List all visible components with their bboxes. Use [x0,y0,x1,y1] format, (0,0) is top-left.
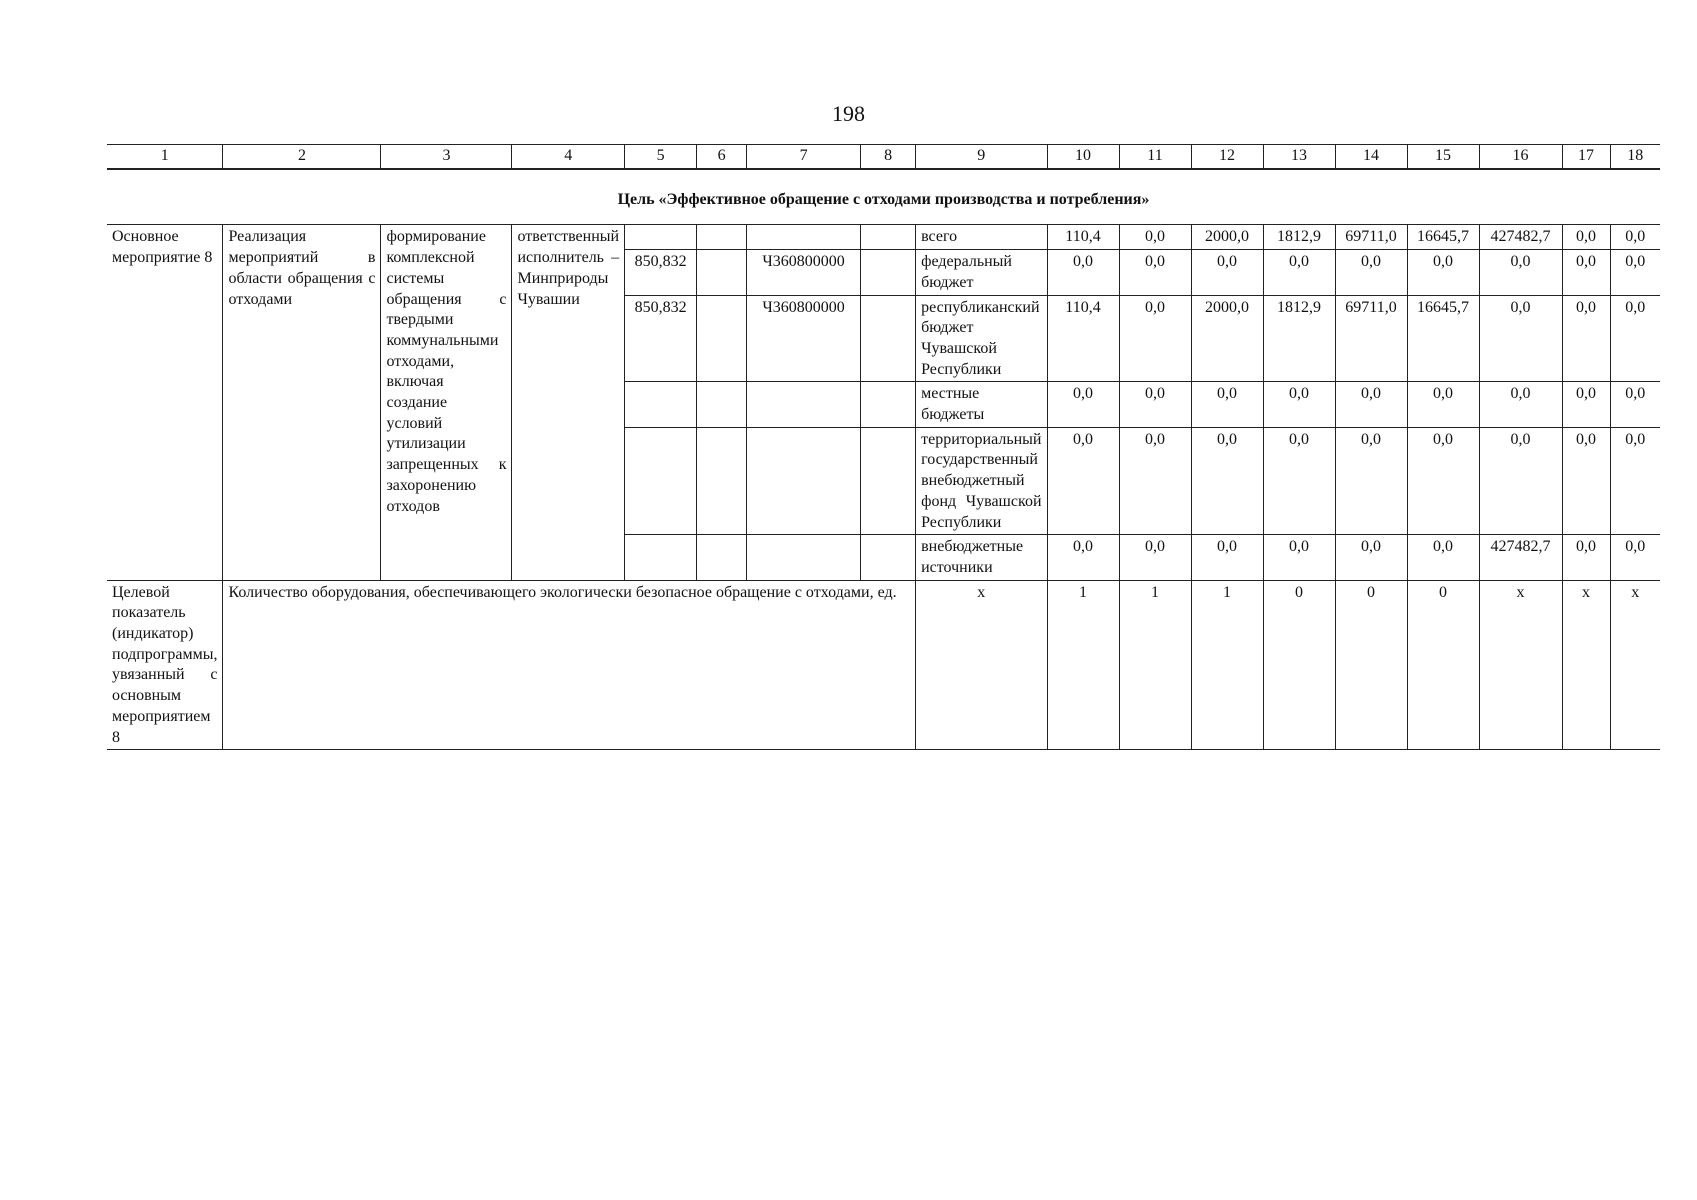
budget-code [625,382,697,427]
target-article-code: Ч360800000 [747,295,861,382]
value-cell: 110,4 [1047,295,1119,382]
value-cell: 427482,7 [1479,535,1562,580]
value-cell: 0,0 [1479,250,1562,295]
value-cell: 0,0 [1191,382,1263,427]
value-cell: 0,0 [1335,250,1407,295]
value-cell: 0,0 [1263,250,1335,295]
value-cell: 0,0 [1562,427,1610,535]
col-number: 9 [916,145,1047,169]
section-code [697,295,747,382]
value-cell: 110,4 [1047,225,1119,250]
budget-code [625,535,697,580]
value-cell: 16645,7 [1407,295,1479,382]
event-executor: ответственный исполнитель – Минприроды Чувашии [512,225,625,580]
value-cell: 1 [1119,580,1191,750]
value-cell: 0,0 [1191,535,1263,580]
value-cell: 0,0 [1047,535,1119,580]
budget-code [625,427,697,535]
value-cell: 0,0 [1335,382,1407,427]
budget-code: 850,832 [625,295,697,382]
value-cell: 1812,9 [1263,295,1335,382]
value-cell: 0,0 [1407,427,1479,535]
value-cell: 0,0 [1479,295,1562,382]
value-cell: 0,0 [1119,427,1191,535]
value-cell: 0,0 [1407,535,1479,580]
value-cell: 0,0 [1610,250,1660,295]
funding-source: местные бюджеты [916,382,1047,427]
value-cell: 0,0 [1263,382,1335,427]
funding-source: федеральный бюджет [916,250,1047,295]
col-number: 15 [1407,145,1479,169]
value-cell: 0,0 [1479,382,1562,427]
col-number: 6 [697,145,747,169]
funding-source: территориальный государственный внебюджетный фонд Чувашской Республики [916,427,1047,535]
budget-code [625,225,697,250]
col-number: 3 [381,145,512,169]
value-cell: 0,0 [1562,225,1610,250]
indicator-description: Количество оборудования, обеспечивающего экологически безопасное обращение с отходами, ед. [223,580,916,750]
value-cell: 0,0 [1562,295,1610,382]
value-cell: x [1479,580,1562,750]
col-number: 4 [512,145,625,169]
expense-type-code [861,535,916,580]
col-number: 12 [1191,145,1263,169]
expense-type-code [861,427,916,535]
value-cell: 0,0 [1191,250,1263,295]
expense-type-code [861,250,916,295]
col-number: 11 [1119,145,1191,169]
value-cell: 0,0 [1562,382,1610,427]
value-cell: 2000,0 [1191,225,1263,250]
value-cell: 1 [1191,580,1263,750]
value-cell: 0,0 [1610,535,1660,580]
value-cell: 0,0 [1047,382,1119,427]
col-number: 5 [625,145,697,169]
col-number: 7 [747,145,861,169]
value-cell: 0,0 [1479,427,1562,535]
value-cell: 0 [1407,580,1479,750]
value-cell: 0,0 [1610,427,1660,535]
funding-source: республиканский бюджет Чувашской Республики [916,295,1047,382]
program-table [107,144,1660,750]
target-article-code: Ч360800000 [747,250,861,295]
value-cell: 69711,0 [1335,225,1407,250]
budget-code: 850,832 [625,250,697,295]
table-row [107,225,1660,250]
target-article-code [747,535,861,580]
value-cell: 1812,9 [1263,225,1335,250]
value-cell: x [1610,580,1660,750]
value-cell: 0,0 [1610,295,1660,382]
value-cell: 0,0 [1610,382,1660,427]
col-number: 16 [1479,145,1562,169]
event-label: Основное мероприятие 8 [107,225,223,580]
goal-title: Цель «Эффективное обращение с отходами производства и потребления» [107,169,1660,225]
event-description: формирование комплексной системы обращения с твердыми коммунальными отходами, включая создание условий утилизации запрещенных к захоронению отходов [381,225,512,580]
value-cell: 0,0 [1119,535,1191,580]
value-cell: 0 [1335,580,1407,750]
expense-type-code [861,382,916,427]
col-number: 14 [1335,145,1407,169]
target-article-code [747,225,861,250]
funding-source: всего [916,225,1047,250]
col-number: 13 [1263,145,1335,169]
col-number: 1 [107,145,223,169]
value-cell: 0,0 [1610,225,1660,250]
value-cell: x [916,580,1047,750]
section-code [697,427,747,535]
value-cell: 0,0 [1119,295,1191,382]
value-cell: 0,0 [1335,427,1407,535]
value-cell: 0,0 [1263,535,1335,580]
goal-row [107,169,1660,225]
indicator-label: Целевой показатель (индикатор) подпрограммы, увязанный с основным мероприятием 8 [107,580,223,750]
value-cell: 0,0 [1407,382,1479,427]
value-cell: 0,0 [1047,427,1119,535]
funding-source: внебюджетные источники [916,535,1047,580]
value-cell: 0,0 [1562,250,1610,295]
target-article-code [747,427,861,535]
col-number: 10 [1047,145,1119,169]
column-number-row [107,145,1660,169]
value-cell: 1 [1047,580,1119,750]
col-number: 18 [1610,145,1660,169]
section-code [697,225,747,250]
section-code [697,535,747,580]
value-cell: 0,0 [1119,225,1191,250]
value-cell: 2000,0 [1191,295,1263,382]
value-cell: 0,0 [1263,427,1335,535]
expense-type-code [861,295,916,382]
value-cell: 427482,7 [1479,225,1562,250]
value-cell: 0,0 [1335,535,1407,580]
page-number: 198 [832,101,865,126]
expense-type-code [861,225,916,250]
section-code [697,382,747,427]
indicator-row [107,580,1660,750]
col-number: 17 [1562,145,1610,169]
value-cell: 0,0 [1562,535,1610,580]
event-name: Реализация мероприятий в области обращения с отходами [223,225,381,580]
value-cell: 0 [1263,580,1335,750]
value-cell: 69711,0 [1335,295,1407,382]
col-number: 2 [223,145,381,169]
section-code [697,250,747,295]
value-cell: x [1562,580,1610,750]
value-cell: 0,0 [1191,427,1263,535]
value-cell: 0,0 [1119,250,1191,295]
value-cell: 0,0 [1047,250,1119,295]
value-cell: 16645,7 [1407,225,1479,250]
target-article-code [747,382,861,427]
col-number: 8 [861,145,916,169]
value-cell: 0,0 [1407,250,1479,295]
value-cell: 0,0 [1119,382,1191,427]
